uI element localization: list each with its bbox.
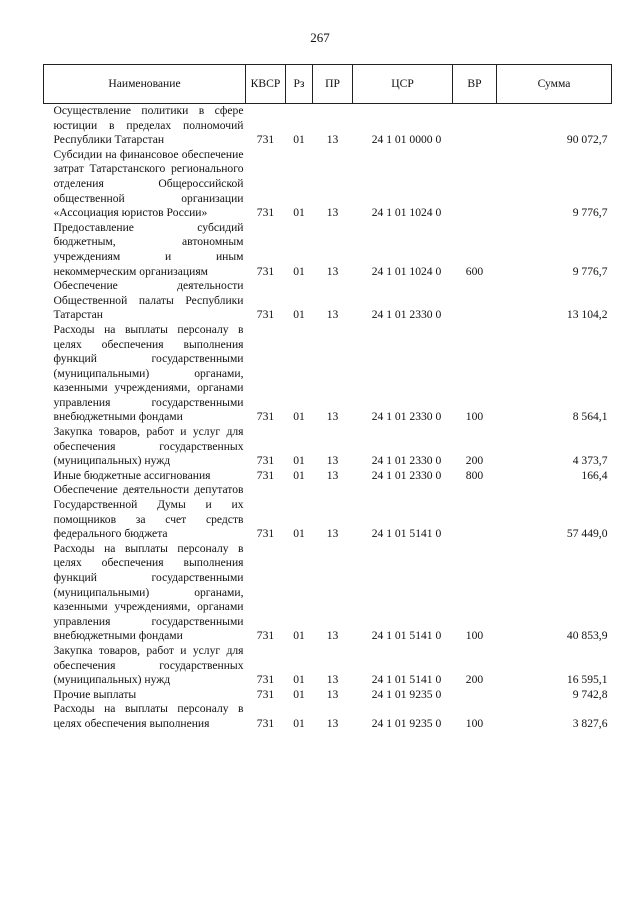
- row-csr: 24 1 01 1024 0: [371, 264, 442, 278]
- table-row: [44, 279, 612, 323]
- row-sum: 13 104,2: [566, 308, 608, 322]
- row-csr: 24 1 01 2330 0: [371, 308, 442, 322]
- row-vr: [453, 483, 497, 541]
- row-kvsr: 731: [256, 410, 275, 424]
- row-sum: 3 827,6: [572, 716, 608, 730]
- row-pr: 13: [326, 308, 339, 322]
- row-kvsr: 731: [256, 468, 275, 482]
- row-name: Субсидии на финансовое обеспечение затрат Татарстанского регионального отделения Общероссийской общественной организации «Ассоциация юристов России»: [53, 147, 244, 220]
- table-row: [44, 104, 612, 148]
- row-sum: 9 742,8: [572, 687, 608, 701]
- row-kvsr: 731: [256, 454, 275, 468]
- row-kvsr: 731: [256, 527, 275, 541]
- row-vr: 600: [465, 264, 484, 278]
- row-rz: 01: [293, 527, 305, 541]
- row-sum: 16 595,1: [566, 673, 608, 687]
- header-vr: ВР: [453, 65, 497, 104]
- row-vr: [453, 688, 497, 703]
- row-kvsr: 731: [256, 716, 275, 730]
- table-row: [44, 702, 612, 731]
- row-csr: 24 1 01 2330 0: [371, 468, 442, 482]
- table-row: [44, 148, 612, 221]
- row-name: Закупка товаров, работ и услуг для обеспечения государственных (муниципальных) нужд: [53, 643, 244, 687]
- row-pr: 13: [326, 454, 339, 468]
- row-sum: 57 449,0: [566, 527, 608, 541]
- row-csr: 24 1 01 5141 0: [371, 629, 442, 643]
- row-sum: 40 853,9: [566, 629, 608, 643]
- row-rz: 01: [293, 206, 305, 220]
- row-pr: 13: [326, 629, 339, 643]
- row-name: Обеспечение деятельности Общественной палаты Республики Татарстан: [53, 279, 244, 322]
- header-pr: ПР: [313, 65, 353, 104]
- row-csr: 24 1 01 9235 0: [371, 716, 442, 730]
- row-sum: 90 072,7: [566, 133, 608, 147]
- row-rz: 01: [293, 673, 305, 687]
- row-rz: 01: [293, 410, 305, 424]
- row-pr: 13: [326, 206, 339, 220]
- table-row: [44, 483, 612, 541]
- row-sum: 9 776,7: [572, 206, 608, 220]
- table-row: [44, 221, 612, 279]
- table-row: [44, 425, 612, 469]
- row-kvsr: 731: [256, 629, 275, 643]
- row-vr: 100: [465, 410, 484, 424]
- row-pr: 13: [326, 468, 339, 482]
- row-pr: 13: [326, 687, 339, 701]
- table-header-row: [44, 65, 612, 104]
- row-pr: 13: [326, 673, 339, 687]
- table-row: [44, 323, 612, 425]
- row-csr: 24 1 01 1024 0: [371, 206, 442, 220]
- row-name: Расходы на выплаты персоналу в целях обеспечения выполнения функций государственными (муниципальными) органами, казенными учреждениями, органами управления государственными внебюджетными фондами: [53, 322, 244, 424]
- row-rz: 01: [293, 687, 305, 701]
- row-vr: 100: [465, 716, 484, 730]
- row-csr: 24 1 01 9235 0: [371, 687, 442, 701]
- row-csr: 24 1 01 2330 0: [371, 454, 442, 468]
- row-kvsr: 731: [256, 308, 275, 322]
- budget-table: [43, 64, 612, 732]
- row-name: Закупка товаров, работ и услуг для обеспечения государственных (муниципальных) нужд: [53, 425, 244, 468]
- row-name: Предоставление субсидий бюджетным, автономным учреждениям и иным некоммерческим организациям: [53, 220, 244, 278]
- row-vr: [453, 104, 497, 148]
- header-kvsr: КВСР: [246, 65, 286, 104]
- row-rz: 01: [293, 454, 305, 468]
- row-name: Прочие выплаты: [53, 687, 137, 701]
- row-vr: 800: [465, 468, 484, 482]
- row-name: Расходы на выплаты персоналу в целях обеспечения выполнения: [53, 702, 244, 730]
- row-pr: 13: [326, 133, 339, 147]
- table-row: [44, 688, 612, 703]
- row-name: Расходы на выплаты персоналу в целях обеспечения выполнения функций государственными (муниципальными) органами, казенными учреждениями, органами управления государственными внебюджетными фондами: [53, 541, 244, 643]
- table-row: [44, 542, 612, 644]
- row-name: Обеспечение деятельности депутатов Государственной Думы и их помощников за счет средств федерального бюджета: [53, 483, 244, 541]
- row-vr: 100: [465, 629, 484, 643]
- row-rz: 01: [293, 133, 305, 147]
- row-pr: 13: [326, 264, 339, 278]
- table-row: [44, 469, 612, 484]
- row-vr: 200: [465, 454, 484, 468]
- row-rz: 01: [293, 264, 305, 278]
- row-csr: 24 1 01 5141 0: [371, 673, 442, 687]
- row-csr: 24 1 01 0000 0: [371, 133, 442, 147]
- row-pr: 13: [326, 410, 339, 424]
- row-name: Осуществление политики в сфере юстиции в пределах полномочий Республики Татарстан: [53, 104, 244, 147]
- header-name: Наименование: [44, 65, 246, 104]
- header-sum: Сумма: [497, 65, 612, 104]
- row-vr: 200: [465, 673, 484, 687]
- row-kvsr: 731: [256, 264, 275, 278]
- row-name: Иные бюджетные ассигнования: [53, 468, 211, 482]
- page-number: 267: [310, 30, 330, 45]
- row-pr: 13: [326, 527, 339, 541]
- row-vr: [453, 279, 497, 323]
- row-kvsr: 731: [256, 673, 275, 687]
- row-rz: 01: [293, 468, 305, 482]
- row-sum: 8 564,1: [572, 410, 608, 424]
- row-vr: [453, 148, 497, 221]
- row-csr: 24 1 01 2330 0: [371, 410, 442, 424]
- row-rz: 01: [293, 629, 305, 643]
- row-sum: 4 373,7: [572, 454, 608, 468]
- row-pr: 13: [326, 716, 339, 730]
- table-row: [44, 644, 612, 688]
- row-csr: 24 1 01 5141 0: [371, 527, 442, 541]
- row-rz: 01: [293, 716, 305, 730]
- row-kvsr: 731: [256, 133, 275, 147]
- row-kvsr: 731: [256, 206, 275, 220]
- row-kvsr: 731: [256, 687, 275, 701]
- row-rz: 01: [293, 308, 305, 322]
- header-rz: Рз: [286, 65, 313, 104]
- header-csr: ЦСР: [353, 65, 453, 104]
- row-sum: 166,4: [581, 468, 608, 482]
- row-sum: 9 776,7: [572, 264, 608, 278]
